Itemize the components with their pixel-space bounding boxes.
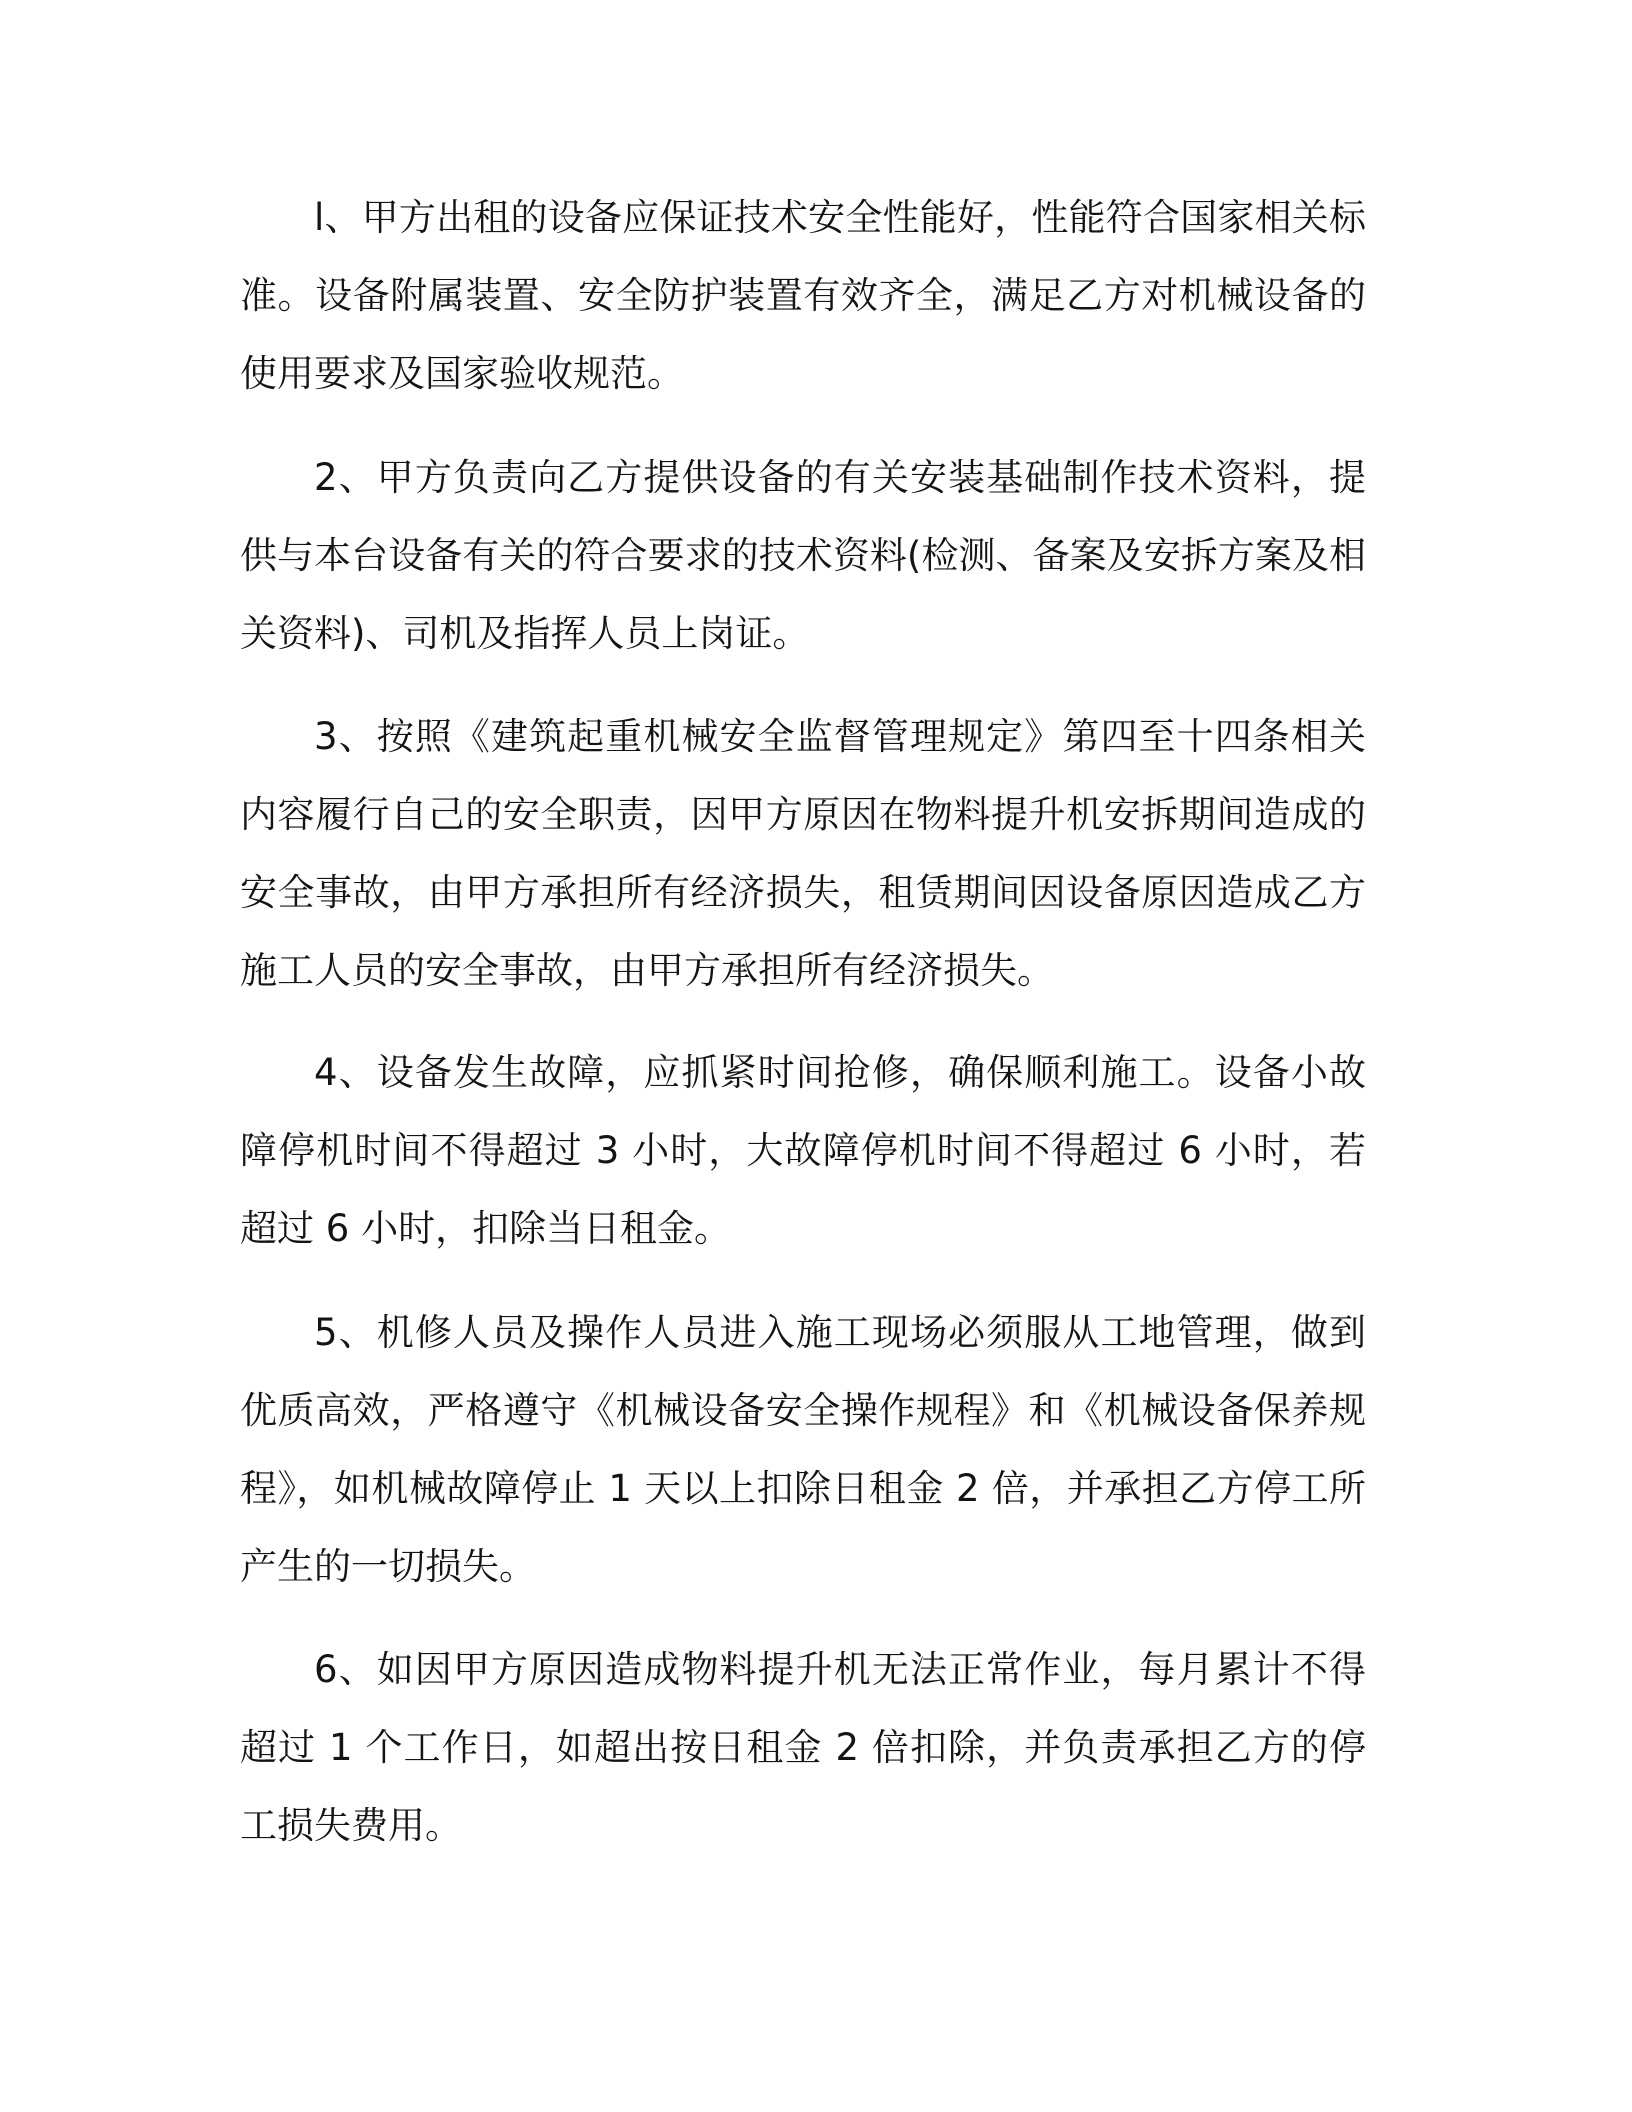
clause-5-site-management: 5、机修人员及操作人员进入施工现场必须服从工地管理，做到优质高效，严格遵守《机械设备安全操作规程》和《机械设备保养规程》，如机械故障停止 1 天以上扣除日租金 2 倍，并承担乙方停工所产生的一切损失。 [240, 1311, 1366, 1588]
clause-2-technical-documents: 2、甲方负责向乙方提供设备的有关安装基础制作技术资料，提供与本台设备有关的符合要求的技术资料(检测、备案及安拆方案及相关资料)、司机及指挥人员上岗证。 [240, 456, 1366, 655]
clause-6-downtime-compensation: 6、如因甲方原因造成物料提升机无法正常作业，每月累计不得超过 1 个工作日，如超出按日租金 2 倍扣除，并负责承担乙方的停工损失费用。 [240, 1648, 1366, 1847]
clause-4-breakdown-repair: 4、设备发生故障，应抓紧时间抢修，确保顺利施工。设备小故障停机时间不得超过 3 小时，大故障停机时间不得超过 6 小时，若超过 6 小时，扣除当日租金。 [240, 1051, 1366, 1250]
clause-1-equipment-standards: l、甲方出租的设备应保证技术安全性能好，性能符合国家相关标准。设备附属装置、安全防护装置有效齐全，满足乙方对机械设备的使用要求及国家验收规范。 [240, 196, 1366, 395]
clause-3-safety-responsibility: 3、按照《建筑起重机械安全监督管理规定》第四至十四条相关内容履行自己的安全职责，因甲方原因在物料提升机安拆期间造成的安全事故，由甲方承担所有经济损失，租赁期间因设备原因造成乙方施工人员的安全事故，由甲方承担所有经济损失。 [240, 715, 1366, 992]
